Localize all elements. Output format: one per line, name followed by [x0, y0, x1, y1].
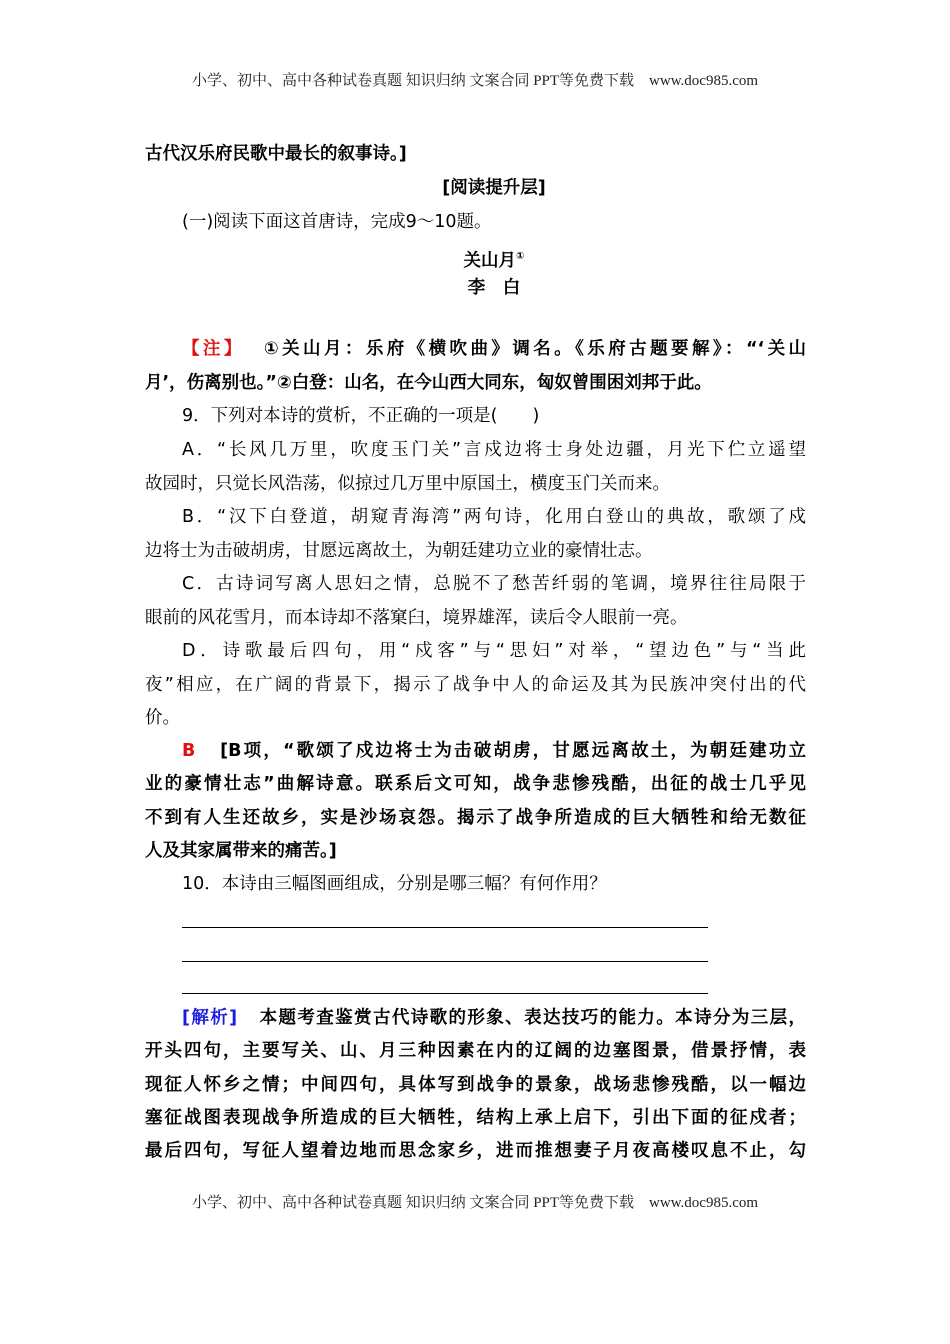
- option-c: C．古诗词写离人思妇之情，总脱不了愁苦纤弱的笔调，境界往往局限于: [182, 574, 806, 594]
- analysis-text: 本题考查鉴赏古代诗歌的形象、表达技巧的能力。本诗分为三层，: [259, 1008, 807, 1028]
- analysis-line: 现征人怀乡之情；中间四句，具体写到战争的景象，战场悲惨残酷，以一幅边: [145, 1075, 806, 1095]
- answer-blank-line[interactable]: [182, 927, 708, 928]
- option-b: B．“汉下白登道，胡窥青海湾”两句诗，化用白登山的典故，歌颂了戍: [182, 507, 806, 527]
- option-d-cont: 价。: [145, 708, 180, 728]
- poem-title: [0, 245, 950, 273]
- answer-line: 人及其家属带来的痛苦。]: [145, 841, 337, 861]
- page-footer: 小学、初中、高中各种试卷真题 知识归纳 文案合同 PPT等免费下载 www.doc985.com: [191, 1195, 759, 1211]
- option-a: A．“长风几万里，吹度玉门关”言戍边将士身处边疆，月光下伫立遥望: [182, 440, 806, 460]
- analysis-label: [解析]: [182, 1008, 238, 1028]
- answer-blank-line[interactable]: [182, 993, 708, 994]
- analysis-line: [182, 1006, 806, 1030]
- option-d-cont: 夜”相应，在广阔的背景下，揭示了战争中人的命运及其为民族冲突付出的代: [145, 675, 806, 695]
- analysis-line: 最后四句，写征人望着边地而思念家乡，进而推想妻子月夜高楼叹息不止，勾: [145, 1141, 806, 1161]
- previous-text-end: 古代汉乐府民歌中最长的叙事诗。]: [145, 144, 407, 164]
- note-label: 【注】: [182, 339, 245, 359]
- note-line: 月’，伤离别也。”②白登：山名，在今山西大同东，匈奴曾围困刘邦于此。: [145, 373, 712, 393]
- footnote-mark: ①: [516, 251, 525, 262]
- answer-text: [B项，“歌颂了戍边将士为击破胡虏，甘愿远离故土，为朝廷建功立: [220, 741, 806, 761]
- note-text: ①关山月：乐府《横吹曲》调名。《乐府古题要解》：“‘关山: [263, 339, 806, 359]
- analysis-line: 塞征战图表现战争所造成的巨大牺牲，结构上承上启下，引出下面的征戍者；: [145, 1108, 806, 1128]
- note-line: [182, 337, 806, 361]
- question-9-stem: 9．下列对本诗的赏析，不正确的一项是( ): [182, 406, 540, 426]
- page-header: 小学、初中、高中各种试卷真题 知识归纳 文案合同 PPT等免费下载 www.doc985.com: [191, 73, 759, 89]
- answer-line: [182, 739, 806, 763]
- answer-letter: B: [182, 741, 196, 761]
- answer-line: 业的豪情壮志”曲解诗意。联系后文可知，战争悲惨残酷，出征的战士几乎见: [145, 774, 806, 794]
- poem-author: 李 白: [467, 278, 521, 298]
- answer-blank-line[interactable]: [182, 961, 708, 962]
- section-heading: [阅读提升层]: [442, 178, 546, 198]
- option-c-cont: 眼前的风花雪月，而本诗却不落窠臼，境界雄浑，读后令人眼前一亮。: [145, 608, 688, 628]
- reading-intro: (一)阅读下面这首唐诗，完成9～10题。: [182, 212, 492, 232]
- poem-title-text: 关山月: [463, 250, 517, 271]
- question-10-stem: 10．本诗由三幅图画组成，分别是哪三幅？有何作用？: [182, 874, 607, 894]
- option-a-cont: 故园时，只觉长风浩荡，似掠过几万里中原国土，横度玉门关而来。: [145, 474, 670, 494]
- option-b-cont: 边将士为击破胡虏，甘愿远离故土，为朝廷建功立业的豪情壮志。: [145, 541, 653, 561]
- option-d: D．诗歌最后四句，用“戍客”与“思妇”对举，“望边色”与“当此: [182, 641, 806, 661]
- answer-line: 不到有人生还故乡，实是沙场哀怨。揭示了战争所造成的巨大牺牲和给无数征: [145, 808, 806, 828]
- analysis-line: 开头四句，主要写关、山、月三种因素在内的辽阔的边塞图景，借景抒情，表: [145, 1041, 806, 1061]
